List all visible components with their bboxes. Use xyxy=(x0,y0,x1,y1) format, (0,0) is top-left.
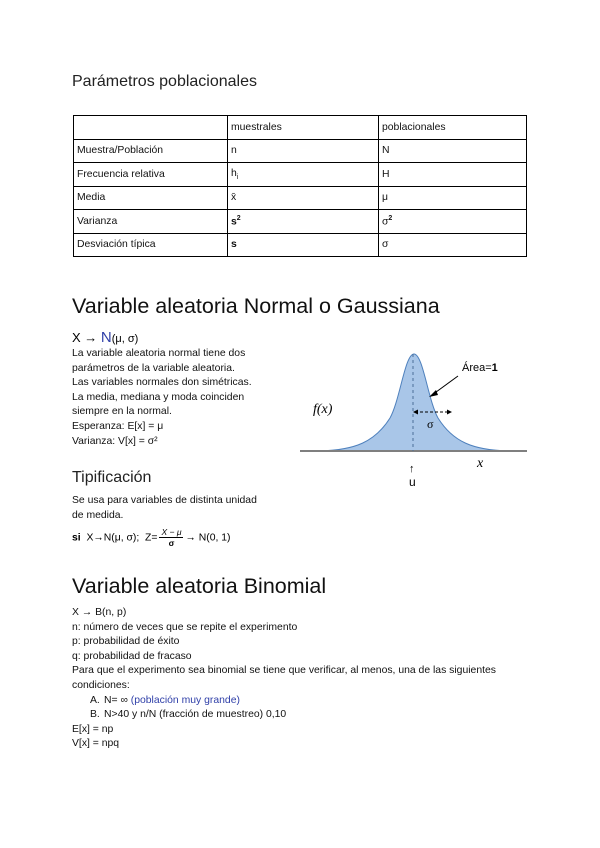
superscript: 2 xyxy=(236,215,241,223)
tipificacion-formula xyxy=(72,527,231,548)
fraction-numerator: X − μ xyxy=(161,527,182,537)
section-title-parametros: Parámetros poblacionales xyxy=(72,73,257,90)
table-cell: σ xyxy=(379,233,527,257)
table-cell xyxy=(228,210,379,234)
formula-z: Z= xyxy=(145,532,158,544)
table-cell: Muestra/Población xyxy=(74,139,228,163)
fraction-denominator: σ xyxy=(168,538,175,548)
area-label-text: Área= xyxy=(462,362,492,374)
binomial-notation: X → B(n, p) xyxy=(72,607,127,618)
sigma-arrow-head-right xyxy=(447,410,452,415)
text-line: La variable aleatoria normal tiene dos xyxy=(72,348,246,359)
cell-text: s xyxy=(231,216,237,228)
arrow-icon: → xyxy=(84,330,98,345)
tipificacion-description xyxy=(72,494,257,523)
normal-distribution-figure xyxy=(295,340,530,490)
table-cell xyxy=(228,163,379,187)
parameters-table xyxy=(73,115,527,257)
formula-lhs: X→N(μ, σ); xyxy=(86,532,140,544)
conditions-list xyxy=(72,694,532,723)
list-marker: A. xyxy=(90,694,100,706)
list-marker: B. xyxy=(90,709,100,721)
text-line: siempre en la normal. xyxy=(72,406,172,418)
table-header-cell: poblacionales xyxy=(379,116,527,140)
variance-line: V[x] = npq xyxy=(72,738,120,750)
table-cell: Varianza xyxy=(74,210,228,234)
list-item xyxy=(90,694,532,709)
section-title-tipificacion: Tipificación xyxy=(72,469,152,486)
table-row xyxy=(74,233,527,257)
x-label: x xyxy=(477,456,484,471)
table-cell: N xyxy=(379,139,527,163)
table-row xyxy=(74,163,527,187)
mu-arrow-icon: ↑ xyxy=(409,463,415,475)
text-line: q: probabilidad de fracaso xyxy=(72,650,192,662)
notation-params: (μ, σ) xyxy=(111,333,139,345)
text-line: Varianza: V[x] = σ² xyxy=(72,435,158,447)
formula-si: si xyxy=(72,532,81,544)
sigma-label: σ xyxy=(427,417,434,431)
table-cell: Frecuencia relativa xyxy=(74,163,228,187)
fraction xyxy=(159,527,183,548)
text-line: La media, mediana y moda coinciden xyxy=(72,391,245,403)
text-line: de medida. xyxy=(72,509,124,521)
area-value: 1 xyxy=(491,362,498,374)
area-label xyxy=(462,361,498,374)
text-line: Para que el experimento sea binomial se tiene que verificar, al menos, una de las siguientes xyxy=(72,665,496,677)
text-line: parámetros de la variable aleatoria. xyxy=(72,362,235,374)
table-cell: x̄ xyxy=(228,186,379,210)
table-cell: Desviación típica xyxy=(74,233,228,257)
cell-text: h xyxy=(231,167,237,179)
text-line: Se usa para variables de distinta unidad xyxy=(72,495,257,506)
cell-text: σ xyxy=(382,216,389,228)
text-line: Las variables normales don simétricas. xyxy=(72,377,252,389)
section-title-binomial: Variable aleatoria Binomial xyxy=(72,574,327,598)
table-cell xyxy=(379,210,527,234)
table-cell: s xyxy=(228,233,379,257)
subscript: i xyxy=(236,173,239,181)
notation-n: N xyxy=(100,329,112,346)
mu-label: u xyxy=(409,475,416,489)
list-item-highlight: (población muy grande) xyxy=(130,694,240,706)
text-line: condiciones: xyxy=(72,679,130,691)
expectation-line: E[x] = np xyxy=(72,723,114,735)
section-title-normal: Variable aleatoria Normal o Gaussiana xyxy=(72,294,440,318)
table-header-row xyxy=(74,116,527,140)
formula-rhs: → N(0, 1) xyxy=(185,532,231,544)
table-cell: Media xyxy=(74,186,228,210)
binomial-body xyxy=(72,606,532,752)
fx-label: f(x) xyxy=(313,402,333,417)
text-line: n: número de veces que se repite el experimento xyxy=(72,621,298,633)
text-line: p: probabilidad de éxito xyxy=(72,636,180,648)
list-item xyxy=(90,708,532,723)
table-cell: H xyxy=(379,163,527,187)
table-row xyxy=(74,139,527,163)
normal-description xyxy=(72,347,302,449)
table-row xyxy=(74,210,527,234)
notation-x: X xyxy=(72,330,81,345)
normal-notation xyxy=(72,329,138,346)
table-cell: n xyxy=(228,139,379,163)
table-row xyxy=(74,186,527,210)
table-header-cell xyxy=(74,116,228,140)
superscript: 2 xyxy=(388,215,393,223)
list-item-text: N= ∞ xyxy=(104,694,128,706)
text-line: Esperanza: E[x] = μ xyxy=(72,420,164,432)
table-cell: μ xyxy=(379,186,527,210)
table-header-cell: muestrales xyxy=(228,116,379,140)
list-item-text: N>40 y n/N (fracción de muestreo) 0,10 xyxy=(104,709,287,721)
